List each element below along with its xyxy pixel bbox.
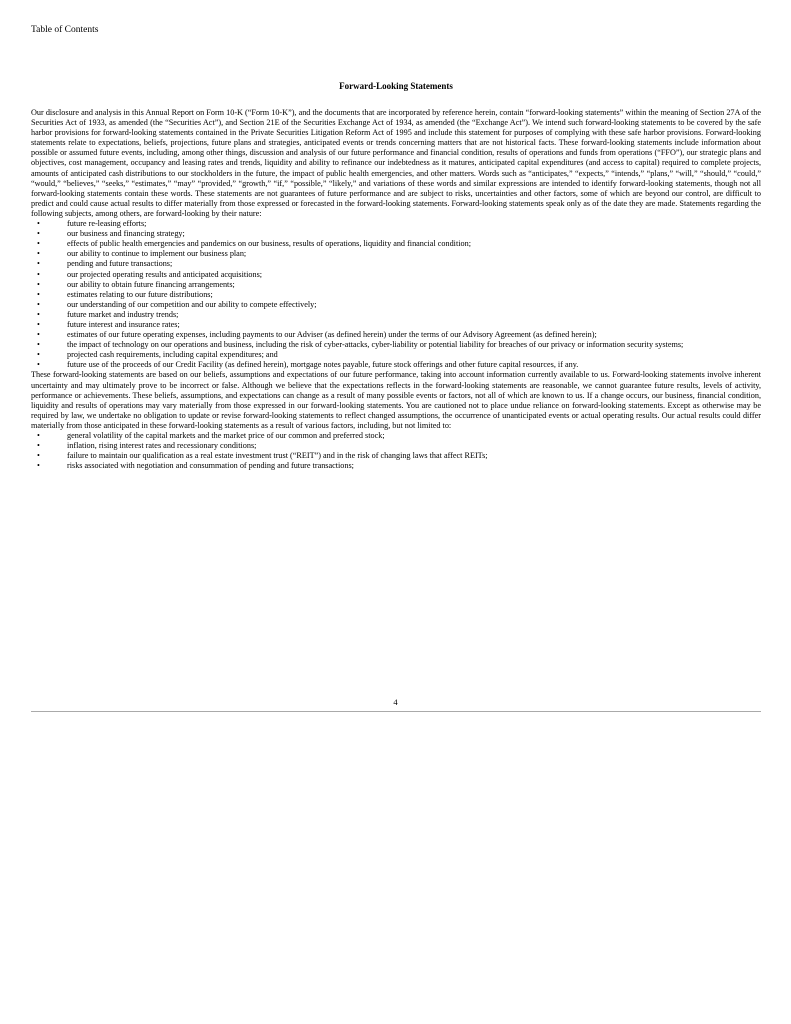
subject-list-item <box>31 300 761 310</box>
subject-list-item <box>31 340 761 350</box>
bullet-icon: • <box>37 259 40 269</box>
bullet-icon: • <box>37 350 40 360</box>
page-number: 4 <box>393 697 398 707</box>
bullet-icon: • <box>37 219 40 229</box>
subject-list-item <box>31 320 761 330</box>
subject-list-item <box>31 350 761 360</box>
bullet-icon: • <box>37 309 40 319</box>
factor-list-item-text: risks associated with negotiation and consummation of pending and future transactions; <box>67 461 354 471</box>
subject-list-item-text: estimates of our future operating expenses, including payments to our Adviser (as defined herein) under the terms of our Advisory Agreement (as defined herein); <box>67 330 597 340</box>
subject-list-item <box>31 259 761 269</box>
factor-list-item <box>31 461 761 471</box>
page-divider <box>31 711 761 712</box>
risk-paragraph: These forward-looking statements are based on our beliefs, assumptions and expectations of our future performance, taking into account information currently available to us. Forward-looking statements involve inherent uncertainty and may ultimately prove to be incorrect or false. Although we believe that the expectations reflects in the forward-looking statements are reasonable, we cannot guarantee future results, levels of activity, performance or achievements. These beliefs, assumptions, and expectations can change as a result of many possible events or factors, not all of which are known to us. If a change occurs, our business, financial condition, liquidity and results of operations may vary materially from those expressed in our forward-looking statements. You are cautioned not to place undue reliance on forward-looking statements. Except as otherwise may be required by law, we undertake no obligation to update or revise forward-looking statements to reflect changed assumptions, the occurrence of unanticipated events or actual operating results. Our actual results could differ materially from those anticipated in these forward-looking statements as a result of various factors, including, but not limited to: <box>31 370 761 430</box>
bullet-icon: • <box>37 431 40 440</box>
subject-list-item <box>31 360 761 370</box>
bullet-icon: • <box>37 330 40 340</box>
subject-list-item <box>31 280 761 290</box>
subject-list-item-text: our ability to obtain future financing arrangements; <box>67 279 235 289</box>
subject-list-item-text: projected cash requirements, including capital expenditures; and <box>67 350 278 360</box>
subject-list-item <box>31 290 761 300</box>
intro-paragraph: Our disclosure and analysis in this Annual Report on Form 10-K (“Form 10-K”), and the documents that are incorporated by reference herein, contain “forward-looking statements” within the meaning of Section 27A of the Securities Act of 1933, as amended (the “Securities Act”), and Section 21E of the Securities Exchange Act of 1934, as amended (the “Exchange Act”). We intend such forward-looking statements to be covered by the safe harbor provisions for forward-looking statements contained in the Private Securities Litigation Reform Act of 1995 and include this statement for purposes of complying with these safe harbor provisions. Forward-looking statements relate to expectations, beliefs, projections, future plans and strategies, anticipated events or trends concerning matters that are not historical facts. These forward-looking statements include information about possible or assumed future events, including, among other things, discussion and analysis of our future performance and financial condition, results of operations and funds from operations (“FFO”), our strategic plans and objectives, cost management, occupancy and leasing rates and trends, liquidity and ability to refinance our indebtedness as it matures, anticipated capital expenditures (and access to capital) required to complete projects, amounts of anticipated cash distributions to our stockholders in the future, the impact of public health emergencies, and other matters. Words such as “anticipates,” “expects,” “intends,” “plans,” “will,” “should,” “could,” “would,” “believes,” “seeks,” “estimates,” “may” “provided,” “growth,” “if,” “possible,” “likely,” and variations of these words and similar expressions are intended to identify forward-looking statements, though not all forward-looking statements contain these words. These statements are not guarantees of future performance and are subject to risks, uncertainties and other factors, some of which are beyond our control, are difficult to predict and could cause actual results to differ materially from those expressed or forecasted in the forward-looking statements. Forward-looking statements speak only as of the date they are made. Statements regarding the following subjects, among others, are forward-looking by their nature: <box>31 108 761 218</box>
subject-list-item <box>31 249 761 259</box>
subject-list-item-text: estimates relating to our future distributions; <box>67 289 213 299</box>
bullet-icon: • <box>37 441 40 451</box>
factor-list-item-text: failure to maintain our qualification as a real estate investment trust (“REIT”) and in the risk of changing laws that affect REITs; <box>67 451 488 461</box>
factor-list-item-text: general volatility of the capital markets and the market price of our common and preferred stock; <box>67 431 385 440</box>
factor-list-item <box>31 431 761 441</box>
bullet-icon: • <box>37 269 40 279</box>
subject-list-item-text: our understanding of our competition and our ability to compete effectively; <box>67 299 317 309</box>
subject-list-item <box>31 239 761 249</box>
subject-list-item-text: future market and industry trends; <box>67 309 179 319</box>
subject-list-item-text: future interest and insurance rates; <box>67 319 180 329</box>
factor-list-item-text: inflation, rising interest rates and recessionary conditions; <box>67 441 257 451</box>
factor-list-item <box>31 441 761 451</box>
subject-list-item-text: future re-leasing efforts; <box>67 219 147 229</box>
bullet-icon: • <box>37 289 40 299</box>
bullet-icon: • <box>37 279 40 289</box>
subject-list-item-text: pending and future transactions; <box>67 259 173 269</box>
subject-list-item <box>31 330 761 340</box>
subject-list-item-text: our ability to continue to implement our business plan; <box>67 249 247 259</box>
document-page <box>31 81 761 471</box>
subject-list-item-text: future use of the proceeds of our Credit Facility (as defined herein), mortgage notes payable, future stock offerings and other future capital resources, if any. <box>67 360 579 370</box>
section-title: Forward-Looking Statements <box>339 81 453 91</box>
bullet-icon: • <box>37 340 40 350</box>
bullet-icon: • <box>37 299 40 309</box>
table-of-contents-link[interactable]: Table of Contents <box>31 25 99 35</box>
forward-looking-subjects-list <box>31 219 761 370</box>
subject-list-item-text: effects of public health emergencies and pandemics on our business, results of operations, liquidity and financial condition; <box>67 239 471 249</box>
subject-list-item-text: our projected operating results and anticipated acquisitions; <box>67 269 263 279</box>
bullet-icon: • <box>37 360 40 370</box>
risk-factors-list <box>31 431 761 471</box>
subject-list-item-text: the impact of technology on our operations and business, including the risk of cyber-attacks, cyber-liability or potential liability for breaches of our privacy or information security systems; <box>67 340 684 350</box>
subject-list-item <box>31 229 761 239</box>
bullet-icon: • <box>37 319 40 329</box>
bullet-icon: • <box>37 239 40 249</box>
subject-list-item <box>31 310 761 320</box>
subject-list-item <box>31 270 761 280</box>
subject-list-item <box>31 219 761 229</box>
subject-list-item-text: our business and financing strategy; <box>67 229 185 239</box>
factor-list-item <box>31 451 761 461</box>
bullet-icon: • <box>37 451 40 461</box>
bullet-icon: • <box>37 229 40 239</box>
bullet-icon: • <box>37 249 40 259</box>
bullet-icon: • <box>37 461 40 471</box>
